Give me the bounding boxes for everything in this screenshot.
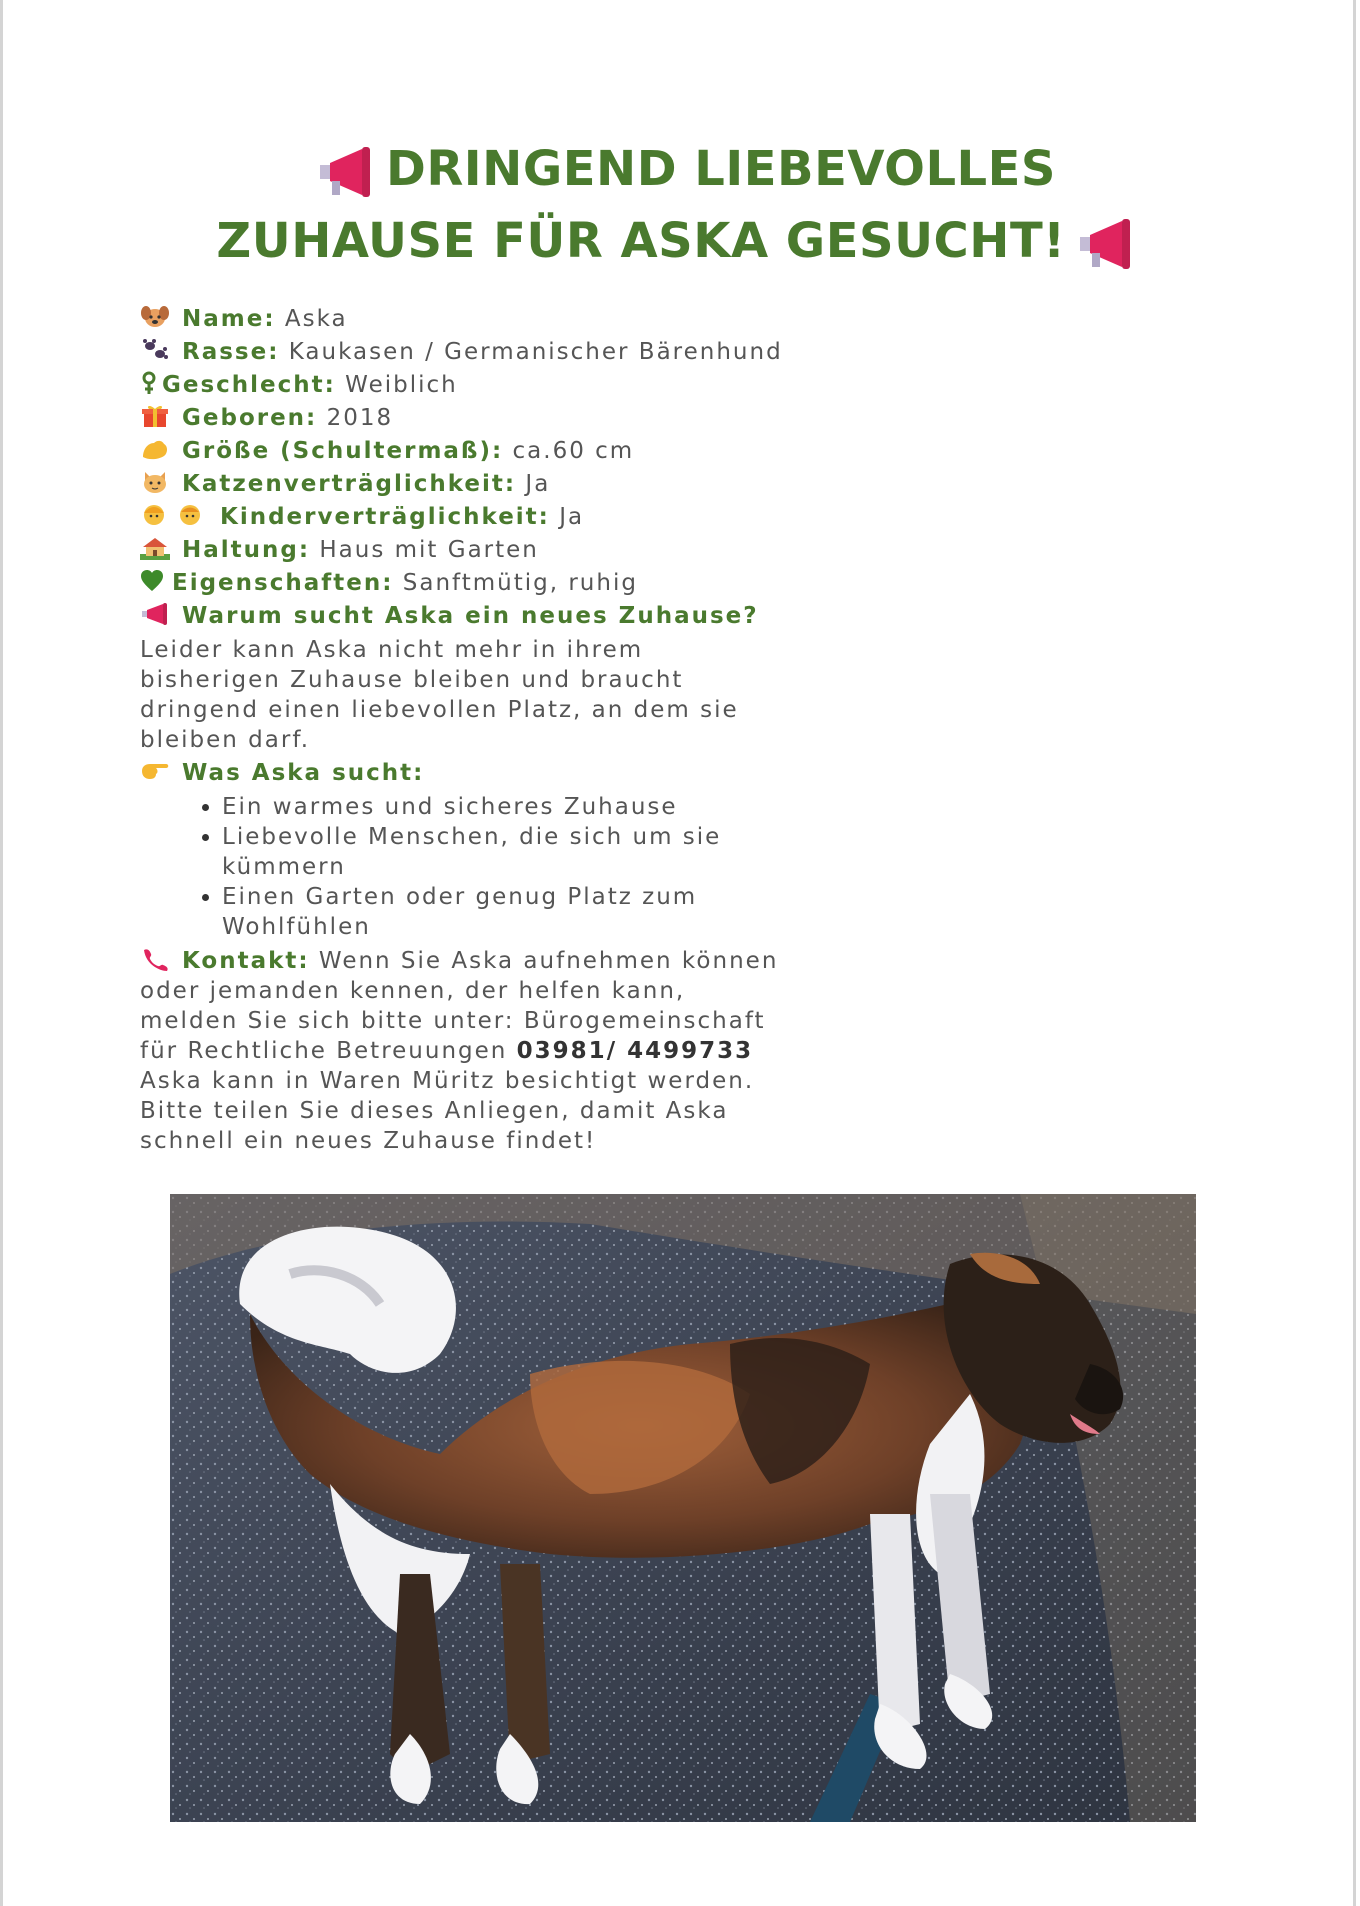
why-line: bleiben darf. bbox=[140, 727, 311, 753]
list-item: • Liebevolle Menschen, die sich um sie kümmern bbox=[222, 822, 860, 882]
needs-heading-text: Was Aska sucht: bbox=[182, 760, 425, 786]
title-line-1 bbox=[3, 133, 1359, 205]
telephone-receiver-icon bbox=[140, 947, 170, 971]
contact-label: Kontakt: bbox=[182, 948, 310, 974]
contact-line: melden Sie sich bitte unter: Bürogemeinschaft bbox=[140, 1008, 766, 1034]
fact-value: ca.60 cm bbox=[512, 438, 635, 464]
list-item: • Einen Garten oder genug Platz zum Wohlfühlen bbox=[222, 882, 860, 942]
fact-sex bbox=[140, 369, 860, 402]
contact-line: schnell ein neues Zuhause findet! bbox=[140, 1128, 597, 1154]
fact-children bbox=[140, 501, 860, 534]
contact-line: Kontakt: Wenn Sie Aska aufnehmen können bbox=[140, 946, 860, 976]
gift-icon bbox=[140, 404, 170, 428]
dog-face-icon bbox=[140, 305, 170, 329]
profile-content bbox=[140, 303, 860, 1158]
megaphone-icon bbox=[316, 145, 376, 199]
fact-label: Haltung: bbox=[182, 537, 311, 563]
fact-label: Katzenverträglichkeit: bbox=[182, 471, 517, 497]
why-line: dringend einen liebevollen Platz, an dem sie bbox=[140, 697, 739, 723]
fact-born bbox=[140, 402, 860, 435]
contact-line: Bitte teilen Sie dieses Anliegen, damit Aska bbox=[140, 1098, 729, 1124]
paw-prints-icon bbox=[140, 338, 170, 362]
fact-value: Kaukasen / Germanischer Bärenhund bbox=[288, 339, 783, 365]
pointing-hand-icon bbox=[140, 759, 170, 783]
fact-name bbox=[140, 303, 860, 336]
fact-value: Aska bbox=[284, 306, 348, 332]
fact-value: 2018 bbox=[326, 405, 394, 431]
children-icon bbox=[140, 503, 208, 527]
fact-value: Sanftmütig, ruhig bbox=[402, 570, 638, 596]
fact-traits bbox=[140, 567, 860, 600]
fact-value: Haus mit Garten bbox=[319, 537, 539, 563]
fact-label: Geboren: bbox=[182, 405, 318, 431]
fact-value: Weiblich bbox=[345, 372, 458, 398]
megaphone-icon bbox=[1076, 217, 1136, 271]
fact-breed bbox=[140, 336, 860, 369]
page-title bbox=[3, 133, 1359, 277]
contact-line: oder jemanden kennen, der helfen kann, bbox=[140, 978, 686, 1004]
cat-face-icon bbox=[140, 470, 170, 494]
contact-section bbox=[140, 946, 860, 1156]
title-line-2-text: ZUHAUSE FÜR ASKA GESUCHT! bbox=[216, 213, 1066, 269]
fact-value: Ja bbox=[525, 471, 551, 497]
fact-label: Kinderverträglichkeit: bbox=[220, 504, 550, 530]
contact-line: für Rechtliche Betreuungen 03981/ 4499733 bbox=[140, 1038, 754, 1064]
house-garden-icon bbox=[140, 536, 170, 560]
needs-heading bbox=[140, 757, 860, 790]
list-item: • Ein warmes und sicheres Zuhause bbox=[222, 792, 860, 822]
title-line-1-text: DRINGEND LIEBEVOLLES bbox=[386, 141, 1056, 197]
green-heart-icon bbox=[140, 569, 164, 593]
fact-label: Name: bbox=[182, 306, 276, 332]
why-text bbox=[140, 635, 860, 755]
fact-label: Geschlecht: bbox=[162, 372, 336, 398]
why-heading-text: Warum sucht Aska ein neues Zuhause? bbox=[182, 603, 759, 629]
why-line: bisherigen Zuhause bleiben und braucht bbox=[140, 667, 684, 693]
dog-photo bbox=[170, 1194, 1196, 1822]
dog-illustration bbox=[170, 1194, 1196, 1822]
fact-cats bbox=[140, 468, 860, 501]
megaphone-icon bbox=[140, 602, 170, 626]
contact-line: Aska kann in Waren Müritz besichtigt werden. bbox=[140, 1068, 755, 1094]
needs-list bbox=[140, 792, 860, 942]
fact-label: Eigenschaften: bbox=[172, 570, 394, 596]
fact-housing bbox=[140, 534, 860, 567]
fact-value: Ja bbox=[559, 504, 585, 530]
why-heading bbox=[140, 600, 860, 633]
flexed-biceps-icon bbox=[140, 437, 170, 461]
why-line: Leider kann Aska nicht mehr in ihrem bbox=[140, 637, 644, 663]
female-sign-icon bbox=[140, 371, 158, 395]
phone-number[interactable]: 03981/ 4499733 bbox=[516, 1038, 754, 1064]
title-line-2 bbox=[3, 205, 1359, 277]
fact-label: Rasse: bbox=[182, 339, 280, 365]
fact-size bbox=[140, 435, 860, 468]
fact-label: Größe (Schultermaß): bbox=[182, 438, 504, 464]
